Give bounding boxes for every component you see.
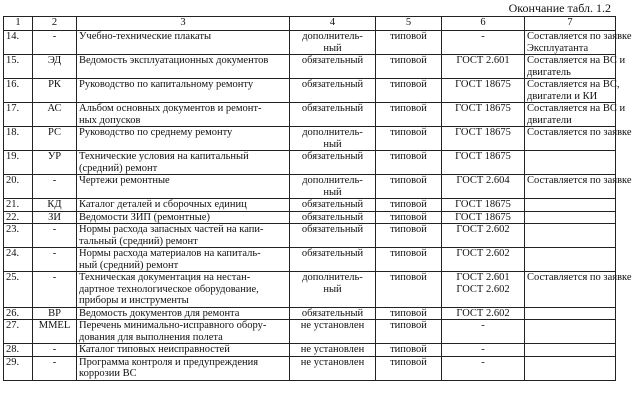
cell-status [290,127,376,151]
cell-status [290,272,376,308]
cell-document-name-line: ных допусков [79,114,141,126]
cell-status-line: ный [323,283,342,295]
cell-document-name [77,55,290,79]
cell-gost [442,307,525,320]
cell-code: РК [33,79,77,103]
cell-note [525,356,616,380]
cell-note-line: Составляется по заявке [527,272,632,283]
table-row [4,31,616,55]
cell-gost [442,248,525,272]
cell-status-line: ный [323,138,342,150]
cell-document-name [77,248,290,272]
cell-document-name [77,127,290,151]
cell-code: РС [33,127,77,151]
cell-note [525,211,616,224]
table-row [4,151,616,175]
cell-document-name-line: Технические условия на капитальный [79,151,249,162]
header-cell: 5 [376,17,442,31]
cell-gost [442,320,525,344]
cell-number: 24. [4,248,33,272]
cell-gost [442,272,525,308]
cell-note [525,199,616,212]
cell-gost-line: - [481,356,485,368]
cell-note [525,103,626,127]
cell-status [290,211,376,224]
cell-status-line: дополнитель- [302,175,363,186]
cell-note [525,307,616,320]
cell-gost [442,175,525,199]
header-cell: 2 [33,17,77,31]
cell-document-name [77,307,290,320]
cell-status-line: не установлен [300,320,365,331]
cell-code: - [33,31,77,55]
cell-note [525,224,616,248]
header-cell: 7 [525,17,616,31]
cell-gost-line: ГОСТ 18675 [455,199,511,210]
cell-document-name-line: Программа контроля и предупреждения [79,356,259,368]
cell-status [290,344,376,357]
cell-gost-line: ГОСТ 2.602 [456,307,510,319]
cell-code: - [33,248,77,272]
cell-note-line: двигатель [527,66,571,78]
cell-document-name [77,151,290,175]
cell-document-name-line: коррозии ВС [79,368,137,379]
cell-gost-line: - [481,31,485,42]
table-row [4,79,616,103]
header-cell: 4 [290,17,376,31]
cell-document-name [77,79,290,103]
cell-gost-line: ГОСТ 18675 [455,79,511,90]
cell-gost [442,127,525,151]
cell-status [290,248,376,272]
cell-status-line: обязательный [301,307,364,319]
cell-document-name-line: Руководство по капитальному ремонту [79,79,254,90]
cell-gost-line: ГОСТ 2.602 [456,224,510,235]
cell-document-name [77,356,290,380]
cell-number: 29. [4,356,33,380]
cell-note [525,320,616,344]
cell-status-line: не установлен [300,344,365,355]
cell-note [525,151,616,175]
cell-document-name [77,272,290,308]
cell-number: 27. [4,320,33,344]
cell-note [525,175,632,199]
header-row [4,17,616,31]
cell-code: - [33,175,77,199]
cell-status [290,151,376,175]
cell-type: типовой [376,127,442,151]
cell-type: типовой [376,199,442,212]
cell-status-line: обязательный [301,55,364,66]
table-row [4,103,616,127]
cell-status-line: обязательный [301,224,364,235]
cell-status-line: обязательный [301,103,364,114]
cell-code: АС [33,103,77,127]
cell-gost [442,151,525,175]
cell-status-line: ный [323,186,342,198]
cell-document-name-line: Альбом основных документов и ремонт- [79,103,262,114]
cell-status-line: дополнитель- [302,272,363,283]
cell-note-line: Составляется по заявке [527,127,632,138]
cell-gost-line: - [481,320,485,331]
cell-note [525,248,616,272]
table-row [4,175,616,199]
cell-document-name-line: Нормы расхода запасных частей на капи- [79,224,264,235]
table-row [4,320,616,344]
cell-document-name-line: Руководство по среднему ремонту [79,127,233,138]
cell-number: 26. [4,307,33,320]
cell-status [290,55,376,79]
cell-document-name-line: Чертежи ремонтные [79,175,170,186]
cell-code: ЭД [33,55,77,79]
cell-status [290,175,376,199]
cell-code: MMEL [33,320,77,344]
cell-number: 25. [4,272,33,308]
cell-document-name-line: Ведомость документов для ремонта [79,307,240,319]
cell-document-name-line: Каталог типовых неисправностей [79,344,230,355]
cell-document-name-line: Нормы расхода материалов на капиталь- [79,248,261,259]
cell-note [525,31,632,55]
table-row [4,211,616,224]
cell-number: 23. [4,224,33,248]
cell-note-line: двигатели и КИ [527,90,598,102]
cell-status-line: дополнитель- [302,127,363,138]
cell-document-name-line: дартное технологическое оборудование, [79,283,259,295]
cell-gost [442,199,525,212]
cell-type: типовой [376,272,442,308]
table-row [4,224,616,248]
cell-document-name [77,224,290,248]
cell-type: типовой [376,79,442,103]
cell-status [290,103,376,127]
cell-status [290,79,376,103]
table-row [4,248,616,272]
cell-note [525,272,632,308]
cell-gost-line: - [481,344,485,355]
cell-note [525,127,632,151]
cell-note-line: Составляется по заявке [527,175,632,186]
cell-document-name [77,199,290,212]
cell-type: типовой [376,103,442,127]
cell-gost [442,356,525,380]
cell-status-line: дополнитель- [302,31,363,42]
cell-status-line: не установлен [300,356,365,368]
header-cell: 3 [77,17,290,31]
cell-note-line: двигатели [527,114,572,126]
cell-gost-line: ГОСТ 2.604 [456,175,510,186]
cell-status [290,307,376,320]
cell-status-line: обязательный [301,79,364,90]
cell-gost [442,79,525,103]
cell-document-name-line: Ведомость эксплуатационных документов [79,55,269,66]
cell-type: типовой [376,344,442,357]
cell-status-line: обязательный [301,248,364,259]
cell-number: 22. [4,211,33,224]
cell-document-name [77,103,290,127]
cell-number: 28. [4,344,33,357]
cell-document-name-line: ный (средний) ремонт [79,259,179,271]
cell-gost-line: ГОСТ 18675 [455,211,511,223]
cell-gost-line: ГОСТ 2.602 [456,248,510,259]
table-row [4,272,616,308]
cell-note-line: Составляется по заявке [527,31,632,42]
table-row [4,127,616,151]
cell-status-line: обязательный [301,211,364,223]
cell-type: типовой [376,175,442,199]
cell-status-line: ный [323,42,342,54]
cell-note-line: Составляется на ВС и [527,55,626,66]
cell-type: типовой [376,211,442,224]
table-row [4,55,616,79]
cell-gost-line: ГОСТ 2.601 [456,55,510,66]
cell-note [525,79,620,103]
cell-document-name [77,31,290,55]
cell-document-name-line: Техническая документация на нестан- [79,272,251,283]
cell-status-line: обязательный [301,151,364,162]
cell-document-name-line: Перечень минимально-исправного обору- [79,320,267,331]
cell-code: КД [33,199,77,212]
cell-gost-line: ГОСТ 2.601 [456,272,510,283]
cell-document-name-line: (средний) ремонт [79,162,158,174]
cell-code: - [33,356,77,380]
cell-note [525,55,626,79]
table-caption: Окончание табл. 1.2 [508,1,611,15]
cell-gost [442,103,525,127]
cell-type: типовой [376,248,442,272]
cell-gost-line: ГОСТ 18675 [455,127,511,138]
cell-number: 19. [4,151,33,175]
cell-gost-line: ГОСТ 18675 [455,151,511,162]
cell-code: - [33,272,77,308]
cell-code: ЗИ [33,211,77,224]
cell-document-name [77,211,290,224]
cell-status [290,320,376,344]
documents-table [3,16,632,381]
cell-code: - [33,224,77,248]
cell-gost [442,211,525,224]
cell-document-name [77,320,290,344]
cell-gost-line: ГОСТ 2.602 [456,283,510,295]
header-cell: 6 [442,17,525,31]
cell-document-name [77,175,290,199]
cell-type: типовой [376,151,442,175]
cell-status-line: обязательный [301,199,364,210]
cell-type: типовой [376,320,442,344]
cell-note-line: Составляется на ВС и [527,103,626,114]
cell-type: типовой [376,224,442,248]
cell-type: типовой [376,356,442,380]
cell-gost [442,344,525,357]
cell-number: 15. [4,55,33,79]
cell-gost [442,55,525,79]
table-row [4,307,616,320]
cell-type: типовой [376,307,442,320]
cell-gost [442,31,525,55]
cell-status [290,356,376,380]
table-row [4,344,616,357]
cell-type: типовой [376,55,442,79]
cell-status [290,31,376,55]
cell-note-line: Составляется на ВС, [527,79,620,90]
cell-gost-line: ГОСТ 18675 [455,103,511,114]
cell-status [290,224,376,248]
header-cell: 1 [4,17,33,31]
cell-number: 16. [4,79,33,103]
cell-status [290,199,376,212]
cell-number: 18. [4,127,33,151]
cell-document-name-line: Учебно-технические плакаты [79,31,212,42]
cell-number: 17. [4,103,33,127]
cell-number: 21. [4,199,33,212]
cell-document-name [77,344,290,357]
cell-note [525,344,616,357]
cell-document-name-line: Каталог деталей и сборочных единиц [79,199,247,210]
cell-code: - [33,344,77,357]
cell-document-name-line: Ведомости ЗИП (ремонтные) [79,211,210,223]
cell-document-name-line: дования для выполнения полета [79,331,223,343]
cell-document-name-line: тальный (средний) ремонт [79,235,198,247]
cell-code: ВР [33,307,77,320]
cell-number: 14. [4,31,33,55]
table-row [4,356,616,380]
cell-note-line: Эксплуатанта [527,42,589,54]
cell-document-name-line: приборы и инструменты [79,295,189,306]
cell-gost [442,224,525,248]
table-row [4,199,616,212]
cell-number: 20. [4,175,33,199]
cell-code: УР [33,151,77,175]
cell-type: типовой [376,31,442,55]
